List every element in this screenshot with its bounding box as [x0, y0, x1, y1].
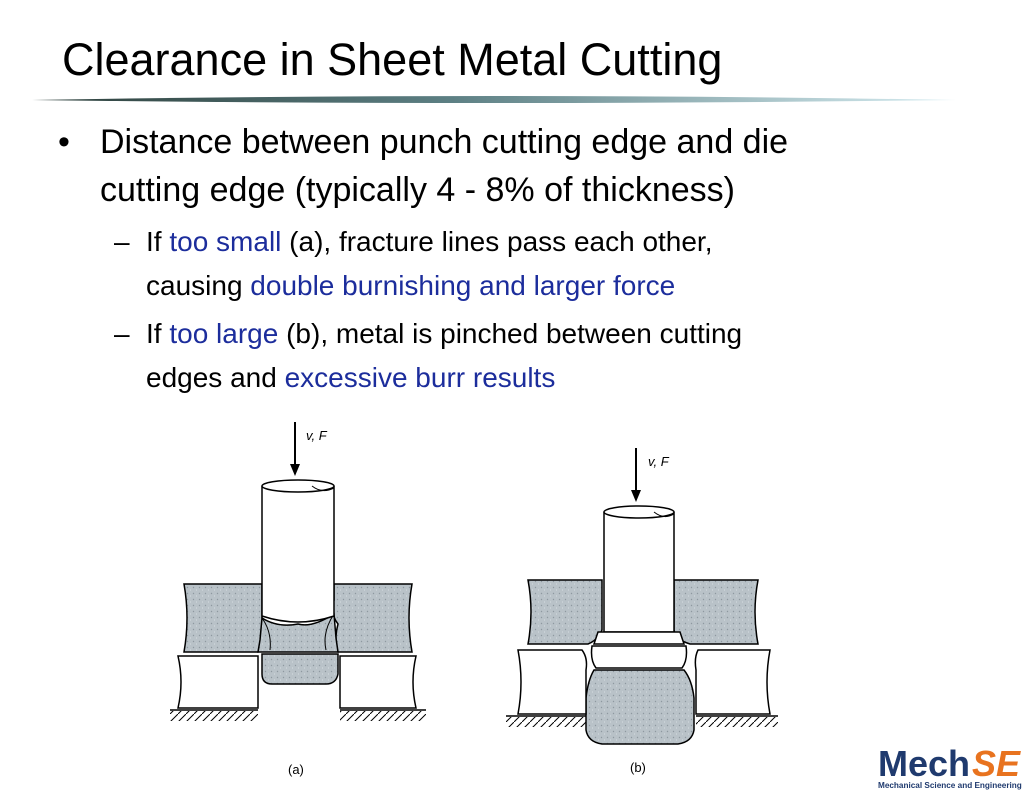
text-fragment: causing — [146, 270, 251, 301]
sub-bullet-line1 — [146, 220, 998, 264]
text-fragment: If — [146, 318, 170, 349]
text-fragment: edges and — [146, 362, 285, 393]
force-label-b: v, F — [648, 454, 669, 469]
title-underline — [32, 94, 956, 106]
mechse-logo — [876, 744, 1024, 791]
force-label-a: v, F — [306, 428, 327, 443]
logo-mech-text: Mech — [878, 744, 971, 784]
logo-se-text: SE — [972, 744, 1021, 784]
sub-bullet-line2 — [146, 264, 998, 308]
slide-title: Clearance in Sheet Metal Cutting — [62, 34, 723, 85]
main-bullet — [58, 118, 998, 214]
clearance-diagram — [162, 418, 790, 788]
force-arrow-a — [290, 422, 300, 476]
highlight-too-small: too small — [169, 226, 282, 257]
highlight-double-burnishing: double burnishing and larger force — [250, 270, 676, 301]
bullet-list — [58, 118, 998, 400]
sub-bullet-marker: – — [114, 318, 130, 349]
main-bullet-line1: Distance between punch cutting edge and die — [100, 123, 789, 161]
ground-hatch-a — [170, 710, 426, 721]
text-fragment: If — [146, 226, 170, 257]
caption-b: (b) — [630, 760, 646, 775]
slug-a — [262, 654, 338, 684]
highlight-excessive-burr: excessive burr results — [284, 362, 556, 393]
bullet-marker: • — [58, 123, 70, 161]
panel-b — [506, 448, 778, 775]
highlight-too-large: too large — [169, 318, 279, 349]
clearance-diagram-svg — [162, 418, 790, 788]
logo-subtitle: Mechanical Science and Engineering — [878, 781, 1022, 790]
force-arrow-b — [631, 448, 641, 502]
sub-bullet-too-small — [58, 220, 998, 308]
punch-b — [592, 506, 687, 668]
text-fragment: (a), fracture lines pass each other, — [281, 226, 713, 257]
sub-bullet-line2 — [146, 356, 998, 400]
panel-a — [170, 422, 426, 777]
text-fragment: (b), metal is pinched between cutting — [278, 318, 743, 349]
main-bullet-line2: cutting edge (typically 4 - 8% of thickness) — [100, 171, 735, 209]
sub-bullet-line1 — [146, 312, 998, 356]
sub-bullet-marker: – — [114, 226, 130, 257]
sub-bullet-too-large — [58, 312, 998, 400]
slug-b — [586, 670, 694, 744]
caption-a: (a) — [288, 762, 304, 777]
punch-a — [262, 480, 334, 622]
